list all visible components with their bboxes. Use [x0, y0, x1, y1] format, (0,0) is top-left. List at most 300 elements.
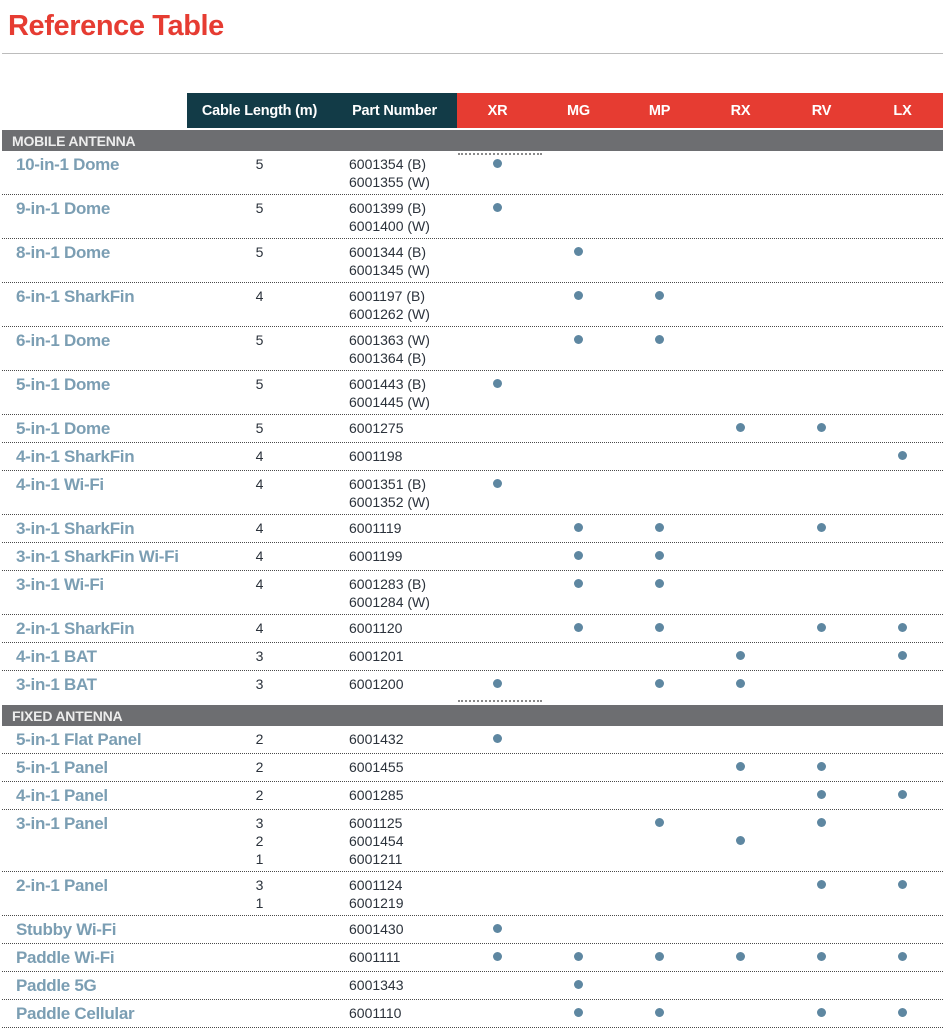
part-number: 6001275 [349, 420, 404, 436]
compat-cell-lx [862, 814, 943, 868]
table-row [2, 1000, 943, 1028]
compat-dot-rv [817, 423, 826, 432]
part-number: 6001201 [349, 648, 404, 664]
compat-cell-rv [781, 675, 862, 695]
compat-dot-xr [493, 679, 502, 688]
compat-dot-mp [655, 1008, 664, 1017]
compat-cell-mp [619, 155, 700, 191]
compat-cell-rv [781, 730, 862, 750]
cable-length-value: 5 [255, 200, 264, 216]
cable-length-cell [187, 647, 332, 667]
compat-dot-xr [493, 159, 502, 168]
compat-cell-lx [862, 475, 943, 511]
part-number-cell [332, 475, 457, 511]
compat-cell-lx [862, 199, 943, 235]
compat-cell-mg [538, 199, 619, 235]
compat-cell-rx [700, 814, 781, 868]
compat-dot-mp [655, 551, 664, 560]
compat-cell-rv [781, 519, 862, 539]
compat-cell-rv [781, 920, 862, 940]
compat-cell-mg [538, 920, 619, 940]
compat-cell-xr [457, 155, 538, 191]
compat-dot-rv [817, 762, 826, 771]
compat-cell-xr [457, 331, 538, 367]
table-header-row [2, 93, 943, 128]
compat-cell-mg [538, 155, 619, 191]
compat-dot-mp [655, 523, 664, 532]
cable-length-value: 4 [255, 448, 264, 464]
compat-cell-rv [781, 876, 862, 912]
compat-dot-rv [817, 790, 826, 799]
compat-cell-rx [700, 876, 781, 912]
part-number-cell [332, 1004, 457, 1024]
compat-cell-mp [619, 786, 700, 806]
compat-cell-xr [457, 948, 538, 968]
compat-dot-rv [817, 623, 826, 632]
compat-cell-mp [619, 419, 700, 439]
cable-length-value: 2 [255, 759, 264, 775]
cable-length-cell [187, 948, 332, 968]
compat-cell-lx [862, 447, 943, 467]
compat-cell-rx [700, 730, 781, 750]
product-name: 4-in-1 Panel [16, 786, 108, 805]
compat-cell-mg [538, 976, 619, 996]
part-number: 6001198 [349, 448, 403, 464]
compat-dot-mp [655, 952, 664, 961]
part-number: 6001345 (W) [349, 262, 430, 278]
section-header-label: MOBILE ANTENNA [12, 132, 136, 149]
cable-length-cell [187, 758, 332, 778]
compat-cell-mp [619, 976, 700, 996]
compat-cell-mg [538, 419, 619, 439]
section-header-fixed-antenna [2, 705, 943, 726]
compat-cell-rx [700, 948, 781, 968]
part-number-cell [332, 243, 457, 279]
compat-cell-lx [862, 419, 943, 439]
header-group-specs [187, 93, 457, 128]
compat-cell-xr [457, 730, 538, 750]
compat-dot-lx [898, 880, 907, 889]
compat-cell-xr [457, 519, 538, 539]
part-number-cell [332, 155, 457, 191]
compat-cell-xr [457, 920, 538, 940]
compat-cell-mg [538, 647, 619, 667]
part-number: 6001110 [349, 1005, 402, 1021]
compat-cell-lx [862, 876, 943, 912]
cable-length-value: 5 [255, 420, 264, 436]
table-row [2, 471, 943, 515]
part-number-cell [332, 647, 457, 667]
compat-cell-mp [619, 814, 700, 868]
compat-cell-rv [781, 419, 862, 439]
compat-dot-rv [817, 1008, 826, 1017]
compat-cell-mg [538, 876, 619, 912]
compat-dot-mp [655, 291, 664, 300]
column-header-rv: RV [811, 102, 832, 119]
part-number: 6001211 [349, 851, 403, 867]
cable-length-value: 3 [255, 648, 264, 664]
part-number: 6001197 (B) [349, 288, 426, 304]
compat-cell-rx [700, 547, 781, 567]
table-row [2, 371, 943, 415]
compat-cell-lx [862, 619, 943, 639]
cable-length-value: 3 [255, 877, 264, 893]
compat-cell-mp [619, 375, 700, 411]
product-name: 5-in-1 Panel [16, 758, 108, 777]
product-name: Paddle 5G [16, 976, 97, 995]
part-number: 6001343 [349, 977, 404, 993]
compat-cell-rx [700, 375, 781, 411]
compat-dot-lx [898, 651, 907, 660]
compat-cell-xr [457, 243, 538, 279]
product-name: 4-in-1 BAT [16, 647, 97, 666]
compat-cell-rx [700, 519, 781, 539]
cable-length-cell [187, 331, 332, 367]
cable-length-cell [187, 920, 332, 940]
table-row [2, 443, 943, 471]
compat-cell-rx [700, 647, 781, 667]
part-number-cell [332, 287, 457, 323]
compat-cell-rx [700, 920, 781, 940]
product-name: 6-in-1 Dome [16, 331, 110, 350]
product-name: 8-in-1 Dome [16, 243, 110, 262]
cable-length-cell [187, 155, 332, 191]
cable-length-cell [187, 475, 332, 511]
product-name: 4-in-1 Wi-Fi [16, 475, 104, 494]
product-name: 3-in-1 BAT [16, 675, 97, 694]
cable-length-cell [187, 375, 332, 411]
compat-cell-rv [781, 575, 862, 611]
compat-cell-mg [538, 331, 619, 367]
compat-cell-lx [862, 730, 943, 750]
compat-cell-xr [457, 876, 538, 912]
compat-cell-rv [781, 375, 862, 411]
part-number-cell [332, 331, 457, 367]
compat-dot-mp [655, 818, 664, 827]
part-number: 6001351 (B) [349, 476, 427, 492]
product-name: 5-in-1 Dome [16, 375, 110, 394]
cable-length-value: 5 [255, 376, 264, 392]
compat-dot-rv [817, 818, 826, 827]
cable-length-value: 5 [255, 156, 264, 172]
part-number: 6001344 (B) [349, 244, 427, 260]
compat-dot-mg [574, 980, 583, 989]
part-number-cell [332, 730, 457, 750]
table-row [2, 515, 943, 543]
compat-cell-lx [862, 786, 943, 806]
compat-cell-rx [700, 155, 781, 191]
cable-length-cell [187, 619, 332, 639]
compat-cell-rx [700, 243, 781, 279]
page [2, 10, 943, 1028]
compat-cell-mg [538, 575, 619, 611]
column-header-xr: XR [487, 102, 508, 119]
compat-cell-rv [781, 1004, 862, 1024]
compat-dot-mg [574, 579, 583, 588]
table-row [2, 327, 943, 371]
compat-cell-mg [538, 619, 619, 639]
part-number-cell [332, 758, 457, 778]
part-number: 6001284 (W) [349, 594, 430, 610]
compat-cell-rx [700, 287, 781, 323]
compat-cell-lx [862, 547, 943, 567]
part-number-cell [332, 786, 457, 806]
compat-cell-rv [781, 199, 862, 235]
compat-cell-mg [538, 519, 619, 539]
compat-cell-mg [538, 243, 619, 279]
compat-dot-rv [817, 880, 826, 889]
compat-cell-rv [781, 758, 862, 778]
product-name: 3-in-1 Panel [16, 814, 108, 833]
reference-table [2, 93, 943, 1028]
compat-cell-xr [457, 758, 538, 778]
compat-dot-xr [493, 203, 502, 212]
page-title: Reference Table [8, 10, 224, 42]
compat-dot-rx [736, 952, 745, 961]
part-number: 6001400 (W) [349, 218, 430, 234]
column-header-rx: RX [730, 102, 751, 119]
compat-cell-mp [619, 287, 700, 323]
product-name: 9-in-1 Dome [16, 199, 110, 218]
compat-cell-mg [538, 814, 619, 868]
compat-cell-rx [700, 419, 781, 439]
table-row [2, 151, 943, 195]
part-number: 6001354 (B) [349, 156, 427, 172]
product-name: 6-in-1 SharkFin [16, 287, 135, 306]
part-number: 6001363 (W) [349, 332, 430, 348]
table-row [2, 754, 943, 782]
compat-dot-mg [574, 335, 583, 344]
table-row [2, 415, 943, 443]
part-number: 6001454 [349, 833, 404, 849]
part-number: 6001445 (W) [349, 394, 430, 410]
part-number: 6001399 (B) [349, 200, 427, 216]
compat-cell-lx [862, 920, 943, 940]
compat-cell-mp [619, 199, 700, 235]
compat-cell-lx [862, 675, 943, 695]
cable-length-value: 5 [255, 332, 264, 348]
column-header-mg: MG [567, 102, 590, 119]
compat-cell-rv [781, 547, 862, 567]
compat-cell-rx [700, 475, 781, 511]
compat-dot-lx [898, 623, 907, 632]
cable-length-cell [187, 876, 332, 912]
compat-cell-lx [862, 1004, 943, 1024]
compat-dot-mg [574, 523, 583, 532]
cable-length-value: 4 [255, 620, 264, 636]
cable-length-value: 5 [255, 244, 264, 260]
part-number: 6001455 [349, 759, 404, 775]
part-number: 6001199 [349, 548, 403, 564]
compat-cell-mg [538, 948, 619, 968]
cable-length-cell [187, 575, 332, 611]
part-number: 6001119 [349, 520, 402, 536]
table-row [2, 571, 943, 615]
column-header-part-number: Part Number [352, 102, 437, 119]
table-row [2, 872, 943, 916]
compat-cell-mp [619, 675, 700, 695]
compat-cell-rx [700, 758, 781, 778]
part-number-cell [332, 619, 457, 639]
compat-dot-mg [574, 952, 583, 961]
compat-dot-mg [574, 623, 583, 632]
product-name: 4-in-1 SharkFin [16, 447, 135, 466]
part-number-cell [332, 419, 457, 439]
cable-length-value: 4 [255, 288, 264, 304]
cable-length-value: 3 [255, 676, 264, 692]
compat-cell-rx [700, 786, 781, 806]
compat-cell-rx [700, 331, 781, 367]
compat-cell-mg [538, 475, 619, 511]
compat-dot-mg [574, 247, 583, 256]
compat-dot-xr [493, 734, 502, 743]
table-row [2, 944, 943, 972]
cable-length-value: 4 [255, 548, 264, 564]
compat-dot-xr [493, 924, 502, 933]
compat-cell-rv [781, 948, 862, 968]
compat-dot-mp [655, 579, 664, 588]
title-divider [2, 53, 943, 54]
compat-cell-lx [862, 948, 943, 968]
cable-length-cell [187, 519, 332, 539]
compat-cell-xr [457, 547, 538, 567]
compat-cell-mg [538, 786, 619, 806]
compat-cell-xr [457, 1004, 538, 1024]
table-row [2, 972, 943, 1000]
compat-cell-rv [781, 786, 862, 806]
compat-cell-rx [700, 976, 781, 996]
table-row [2, 239, 943, 283]
compat-cell-mg [538, 447, 619, 467]
cable-length-value: 2 [255, 833, 264, 849]
compat-cell-rx [700, 619, 781, 639]
compat-cell-mp [619, 547, 700, 567]
part-number-cell [332, 375, 457, 411]
compat-dot-mp [655, 679, 664, 688]
compat-cell-lx [862, 976, 943, 996]
part-number: 6001283 (B) [349, 576, 427, 592]
table-row [2, 916, 943, 944]
cable-length-value: 4 [255, 576, 264, 592]
table-row [2, 195, 943, 239]
compat-cell-lx [862, 287, 943, 323]
compat-cell-xr [457, 976, 538, 996]
compat-dot-rx [736, 762, 745, 771]
product-name: 3-in-1 Wi-Fi [16, 575, 104, 594]
product-name: 2-in-1 Panel [16, 876, 108, 895]
product-name: Paddle Cellular [16, 1004, 135, 1023]
compat-cell-mp [619, 647, 700, 667]
compat-cell-xr [457, 199, 538, 235]
part-number: 6001262 (W) [349, 306, 430, 322]
cable-length-cell [187, 419, 332, 439]
table-row [2, 810, 943, 872]
part-number: 6001355 (W) [349, 174, 430, 190]
cable-length-cell [187, 199, 332, 235]
compat-cell-mg [538, 547, 619, 567]
product-name: Paddle Wi-Fi [16, 948, 115, 967]
table-row [2, 543, 943, 571]
section-header-label: FIXED ANTENNA [12, 707, 123, 724]
compat-dot-xr [493, 952, 502, 961]
product-name: 5-in-1 Flat Panel [16, 730, 142, 749]
part-number-cell [332, 447, 457, 467]
compat-cell-xr [457, 287, 538, 323]
compat-cell-mp [619, 331, 700, 367]
cable-length-cell [187, 814, 332, 868]
column-header-lx: LX [893, 102, 912, 119]
part-number: 6001219 [349, 895, 404, 911]
cable-length-cell [187, 547, 332, 567]
table-row [2, 782, 943, 810]
table-body [2, 130, 943, 1028]
compat-cell-xr [457, 375, 538, 411]
part-number-cell [332, 920, 457, 940]
part-number-cell [332, 575, 457, 611]
header-group-models [457, 93, 943, 128]
compat-cell-rx [700, 447, 781, 467]
part-number: 6001430 [349, 921, 404, 937]
cable-length-cell [187, 730, 332, 750]
compat-dot-rv [817, 523, 826, 532]
compat-cell-rv [781, 976, 862, 996]
cable-length-value: 3 [255, 815, 264, 831]
compat-cell-mg [538, 758, 619, 778]
compat-cell-mp [619, 948, 700, 968]
part-number: 6001120 [349, 620, 403, 636]
compat-cell-lx [862, 331, 943, 367]
cable-length-cell [187, 287, 332, 323]
part-number: 6001125 [349, 815, 403, 831]
compat-dot-rx [736, 836, 745, 845]
compat-cell-mp [619, 475, 700, 511]
cable-length-value: 2 [255, 731, 264, 747]
cable-length-value: 4 [255, 520, 264, 536]
compat-cell-mp [619, 730, 700, 750]
compat-cell-rv [781, 331, 862, 367]
compat-dot-lx [898, 451, 907, 460]
compat-dot-rv [817, 952, 826, 961]
compat-dot-xr [493, 379, 502, 388]
compat-cell-rv [781, 814, 862, 868]
compat-cell-mp [619, 876, 700, 912]
compat-dot-mg [574, 1008, 583, 1017]
header-spacer [2, 93, 187, 128]
part-number: 6001443 (B) [349, 376, 427, 392]
cable-length-cell [187, 675, 332, 695]
compat-cell-lx [862, 155, 943, 191]
compat-cell-mg [538, 287, 619, 323]
part-number-cell [332, 519, 457, 539]
column-header-cable-length: Cable Length (m) [201, 102, 318, 119]
compat-cell-lx [862, 243, 943, 279]
compat-cell-xr [457, 647, 538, 667]
part-number: 6001111 [349, 949, 401, 965]
compat-dot-xr [493, 479, 502, 488]
compat-cell-rv [781, 475, 862, 511]
cable-length-cell [187, 786, 332, 806]
table-row [2, 671, 943, 698]
product-name: 2-in-1 SharkFin [16, 619, 135, 638]
compat-dot-rx [736, 423, 745, 432]
compat-cell-mg [538, 730, 619, 750]
compat-cell-lx [862, 519, 943, 539]
cable-length-cell [187, 243, 332, 279]
cable-length-value: 2 [255, 787, 264, 803]
compat-cell-mg [538, 375, 619, 411]
column-header-mp: MP [648, 102, 671, 119]
compat-dot-lx [898, 790, 907, 799]
